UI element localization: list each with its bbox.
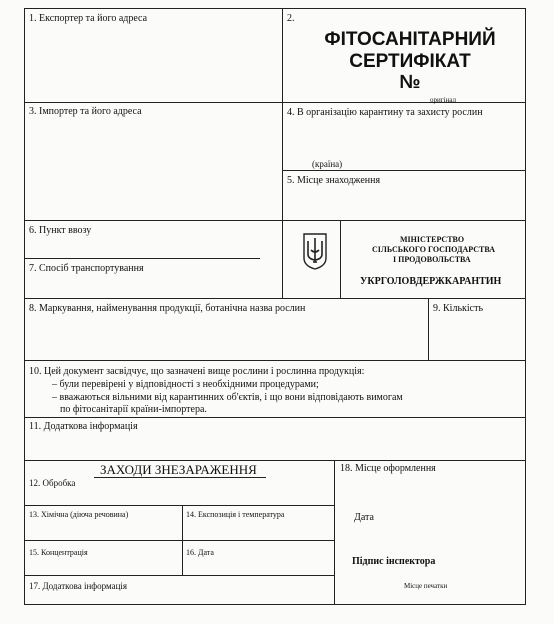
field-5-location: 5. Місце знаходження [287, 175, 381, 186]
field-1-exporter: 1. Експортер та його адреса [29, 13, 148, 24]
divider-row8-10 [24, 360, 526, 361]
divider-13-15 [24, 540, 334, 541]
ministry-line1: МІНІСТЕРСТВО [400, 235, 465, 244]
field-14-exposure: 14. Експозиція і температура [186, 510, 285, 519]
emblem-divider [340, 220, 341, 299]
field-4-organization: 4. В організацію карантину та захисту рослин [287, 107, 483, 118]
field-4-country: (країна) [312, 159, 343, 169]
certificate-title-line1: ФІТОСАНІТАРНИЙ [324, 29, 496, 50]
inspector-signature-label: Підпис інспектора [352, 556, 436, 567]
stamp-place-label: Місце печатки [404, 582, 448, 590]
certificate-number-sign: № [399, 72, 421, 93]
divider-row7-8 [24, 298, 526, 299]
field-12-treatment: 12. Обробка [29, 478, 76, 488]
field-11-additional-info: 11. Додаткова інформація [29, 421, 138, 432]
field-10-line4: по фітосанітарії країни-імпортера. [60, 404, 207, 415]
ministry-line2: СІЛЬСЬКОГО ГОСПОДАРСТВА [372, 245, 495, 254]
field-9-quantity: 9. Кількість [433, 303, 484, 314]
divider-row10-11 [24, 417, 526, 418]
field-10-line1: 10. Цей документ засвідчує, що зазначені вище рослини і рослинна продукція: [29, 366, 365, 377]
date-label: Дата [354, 512, 374, 523]
certificate-title-line2: СЕРТИФІКАТ [349, 51, 471, 72]
divider-row5-ministry [282, 220, 526, 221]
divider-12-13 [24, 505, 334, 506]
divider-row4-5 [282, 170, 526, 171]
agency-name: УКРГОЛОВДЕРЖКАРАНТИН [360, 276, 502, 287]
field-2: 2. [287, 13, 295, 24]
divider-row3 [24, 220, 283, 221]
frame-left [24, 8, 25, 604]
field-7-transport: 7. Спосіб транспортування [29, 263, 144, 274]
ministry-line3: І ПРОДОВОЛЬСТВА [393, 255, 471, 264]
frame-bottom [24, 604, 526, 605]
trident-coat-of-arms-icon [302, 232, 328, 270]
field-16-date: 16. Дата [186, 548, 214, 557]
divider-15-17 [24, 575, 334, 576]
disinfection-heading: ЗАХОДИ ЗНЕЗАРАЖЕННЯ [100, 462, 257, 477]
column-divider [282, 8, 283, 299]
field-8-marking: 8. Маркування, найменування продукції, ботанічна назва рослин [29, 303, 306, 314]
divider-row6-7 [24, 258, 260, 259]
frame-top [24, 8, 526, 9]
divider-block-18 [334, 460, 335, 604]
field-15-concentration: 15. Концентрація [29, 548, 88, 557]
field-6-point-of-entry: 6. Пункт ввозу [29, 225, 92, 236]
divider-row11-block [24, 460, 526, 461]
field-10-line3: – вважаються вільними від карантинних об'єктів, і що вони відповідають вимогам [52, 392, 403, 403]
divider-8-9 [428, 298, 429, 360]
field-3-importer: 3. Імпортер та його адреса [29, 106, 142, 117]
original-label: оригінал [430, 96, 456, 104]
disinfection-heading-underline [94, 477, 266, 478]
field-17-additional-info: 17. Додаткова інформація [29, 581, 128, 591]
frame-right [525, 8, 526, 604]
field-18-place-of-issue: 18. Місце оформлення [340, 463, 436, 474]
field-10-line2: – були перевірені у відповідності з необхідними процедурами; [52, 379, 319, 390]
field-13-chemical: 13. Хімічна (діюча речовина) [29, 510, 129, 519]
